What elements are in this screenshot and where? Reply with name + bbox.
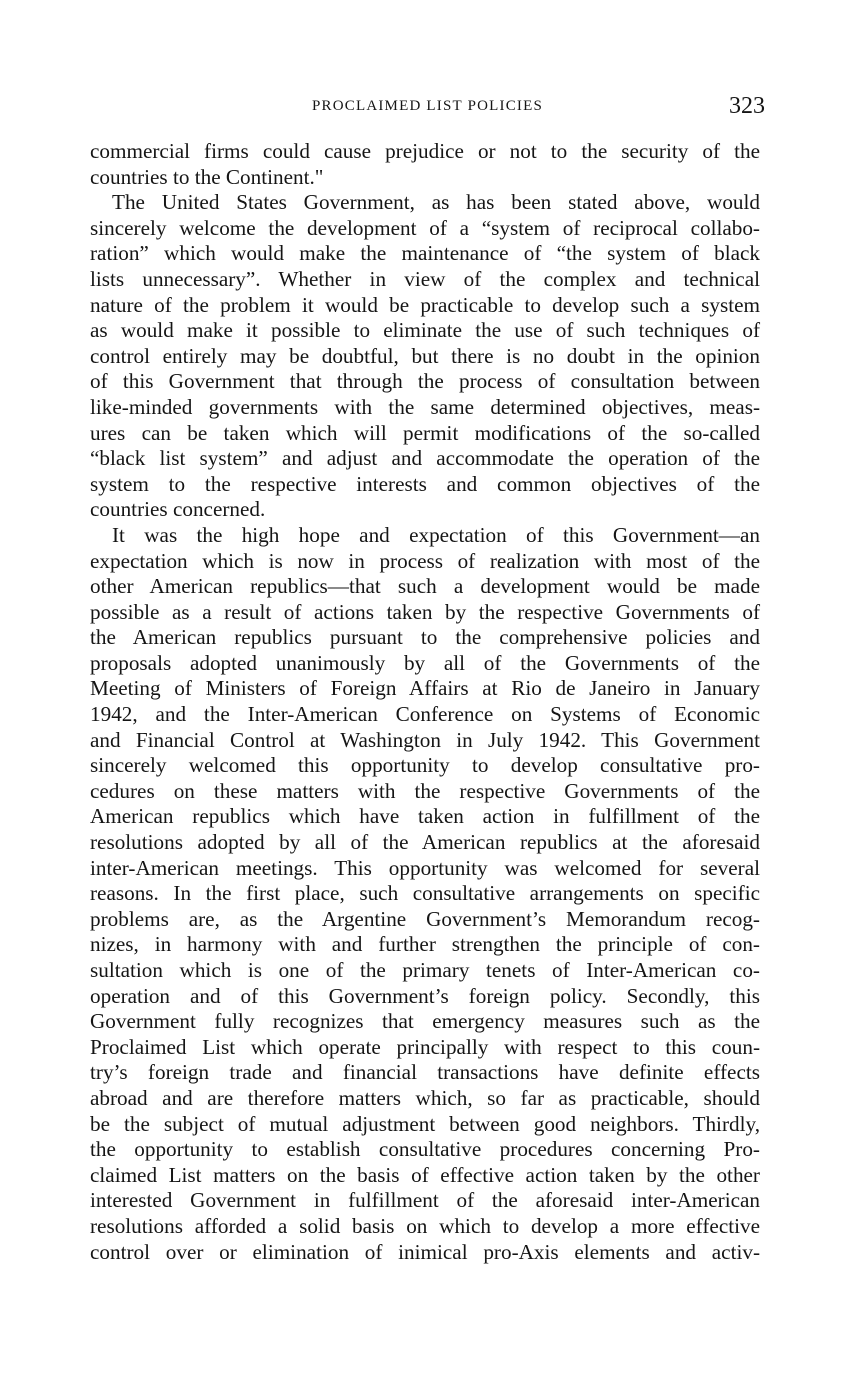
- text-line: Meeting of Ministers of Foreign Affairs at Rio de Janeiro in January: [90, 676, 760, 701]
- text-line: like-minded governments with the same determined objectives, meas-: [90, 394, 760, 419]
- text-line: sincerely welcome the development of a “system of reciprocal collabo-: [90, 215, 760, 240]
- text-line: and Financial Control at Washington in July 1942. This Government: [90, 727, 760, 752]
- text-line: problems are, as the Argentine Government’s Memorandum recog-: [90, 906, 760, 931]
- text-line: expectation which is now in process of realization with most of the: [90, 548, 760, 573]
- text-line: control entirely may be doubtful, but there is no doubt in the opinion: [90, 343, 760, 368]
- text-line: ration” which would make the maintenance of “the system of black: [90, 241, 760, 266]
- text-line: of this Government that through the process of consultation between: [90, 369, 760, 394]
- text-line: the American republics pursuant to the comprehensive policies and: [90, 625, 760, 650]
- text-line: other American republics—that such a development would be made: [90, 574, 760, 599]
- text-line: It was the high hope and expectation of this Government—an: [112, 522, 760, 547]
- text-line: lists unnecessary”. Whether in view of the complex and technical: [90, 266, 760, 291]
- text-line: try’s foreign trade and financial transactions have definite effects: [90, 1060, 760, 1085]
- text-line: sincerely welcomed this opportunity to develop consultative pro-: [90, 753, 760, 778]
- text-line: countries to the Continent.": [90, 164, 324, 189]
- page-number: 323: [729, 93, 765, 119]
- text-line: Government fully recognizes that emergency measures such as the: [90, 1009, 760, 1034]
- text-line: countries concerned.: [90, 497, 266, 522]
- text-line: proposals adopted unanimously by all of the Governments of the: [90, 650, 760, 675]
- text-line: abroad and are therefore matters which, so far as practicable, should: [90, 1085, 760, 1110]
- text-line: interested Government in fulfillment of the aforesaid inter-American: [90, 1188, 760, 1213]
- text-line: resolutions adopted by all of the American republics at the aforesaid: [90, 830, 760, 855]
- text-line: nizes, in harmony with and further strengthen the principle of con-: [90, 932, 760, 957]
- text-line: American republics which have taken action in fulfillment of the: [90, 804, 760, 829]
- running-head: [90, 92, 765, 124]
- text-line: possible as a result of actions taken by the respective Governments of: [90, 599, 760, 624]
- text-line: The United States Government, as has been stated above, would: [112, 190, 760, 215]
- text-line: claimed List matters on the basis of effective action taken by the other: [90, 1162, 760, 1187]
- text-line: the opportunity to establish consultative procedures concerning Pro-: [90, 1137, 760, 1162]
- text-line: “black list system” and adjust and accommodate the operation of the: [90, 446, 760, 471]
- text-line: commercial firms could cause prejudice or not to the security of the: [90, 139, 760, 163]
- text-line: resolutions afforded a solid basis on which to develop a more effective: [90, 1213, 760, 1238]
- text-line: system to the respective interests and common objectives of the: [90, 471, 760, 496]
- text-line: nature of the problem it would be practicable to develop such a system: [90, 292, 760, 317]
- text-line: inter-American meetings. This opportunity was welcomed for several: [90, 855, 760, 880]
- body-text: [90, 139, 760, 1265]
- text-line: sultation which is one of the primary tenets of Inter-American co-: [90, 958, 760, 982]
- text-line: be the subject of mutual adjustment between good neighbors. Thirdly,: [90, 1111, 760, 1136]
- text-line: ures can be taken which will permit modifications of the so-called: [90, 420, 760, 445]
- running-title: PROCLAIMED LIST POLICIES: [311, 98, 544, 114]
- text-line: reasons. In the first place, such consultative arrangements on specific: [90, 881, 760, 906]
- text-line: 1942, and the Inter-American Conference on Systems of Economic: [90, 702, 760, 727]
- text-line: Proclaimed List which operate principally with respect to this coun-: [90, 1034, 760, 1059]
- text-line: as would make it possible to eliminate the use of such techniques of: [90, 318, 760, 343]
- text-line: operation and of this Government’s foreign policy. Secondly, this: [90, 983, 760, 1008]
- text-line: control over or elimination of inimical pro-Axis elements and activ-: [90, 1239, 760, 1264]
- text-line: cedures on these matters with the respective Governments of the: [90, 778, 760, 803]
